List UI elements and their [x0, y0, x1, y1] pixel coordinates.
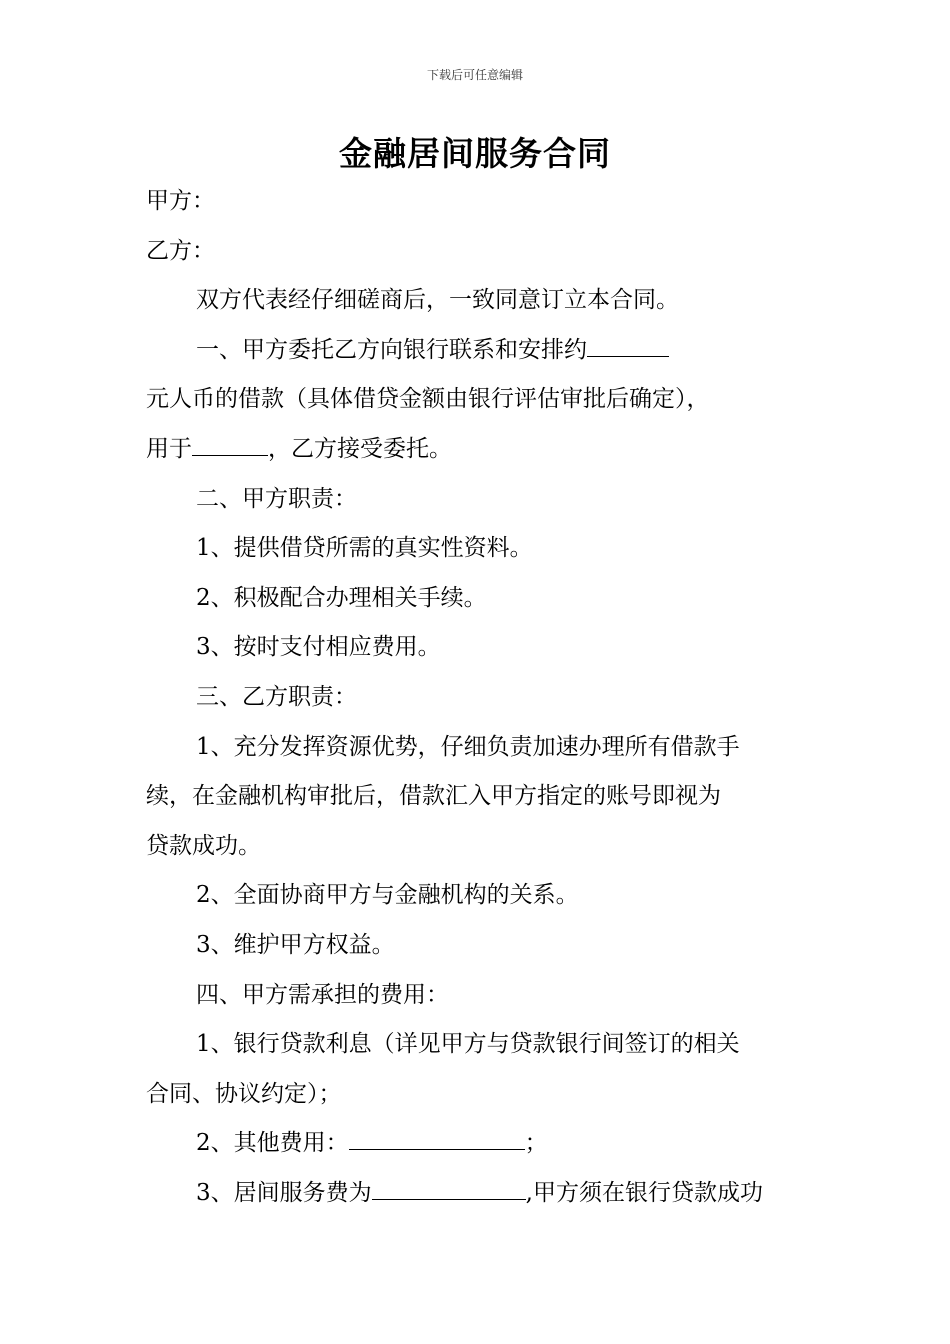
other-fees-label: 2、其他费用： — [196, 1130, 349, 1157]
section-2-item-3: 3、按时支付相应费用。 — [196, 634, 441, 661]
service-fee-suffix: ,甲方须在银行贷款成功 — [525, 1179, 763, 1206]
clause-1-line-1 — [146, 326, 810, 376]
clause-1-text: 一、甲方委托乙方向银行联系和安排约 — [196, 336, 587, 363]
other-fees-suffix: ； — [524, 1130, 548, 1157]
section-3-item-1-line-1: 1、充分发挥资源优势，仔细负责加速办理所有借款手 — [196, 733, 740, 760]
section-3-item-3: 3、维护甲方权益。 — [196, 931, 395, 958]
section-4-item-1-line-1: 1、银行贷款利息（详见甲方与贷款银行间签订的相关 — [196, 1031, 740, 1058]
document-title: 金融居间服务合同 — [339, 134, 611, 173]
section-3-heading: 三、乙方职责： — [196, 683, 357, 710]
service-fee-blank — [372, 1169, 526, 1200]
purpose-suffix: ，乙方接受委托。 — [268, 435, 452, 462]
section-4-item-3 — [146, 1169, 810, 1219]
section-2-heading: 二、甲方职责： — [196, 485, 357, 512]
page-header-note: 下载后可任意编辑 — [426, 68, 523, 82]
section-4-item-1-line-2: 合同、协议约定）； — [146, 1080, 342, 1107]
section-3-item-2: 2、全面协商甲方与金融机构的关系。 — [196, 882, 579, 909]
section-2-item-1: 1、提供借贷所需的真实性资料。 — [196, 535, 533, 562]
party-a-line: 甲方： — [146, 188, 215, 214]
section-4-heading: 四、甲方需承担的费用： — [196, 981, 449, 1008]
loan-amount-blank — [587, 326, 669, 357]
contract-body — [146, 177, 810, 1218]
service-fee-label: 3、居间服务费为 — [196, 1179, 372, 1206]
clause-1-line-2: 元人币的借款（具体借贷金额由银行评估审批后确定）， — [146, 386, 710, 413]
clause-1-line-3 — [146, 425, 810, 475]
purpose-prefix: 用于 — [146, 435, 192, 462]
section-2-item-2: 2、积极配合办理相关手续。 — [196, 584, 487, 611]
other-fees-blank — [349, 1119, 525, 1150]
intro-paragraph: 双方代表经仔细磋商后，一致同意订立本合同。 — [196, 287, 679, 314]
purpose-blank — [192, 425, 268, 456]
party-b-line: 乙方： — [146, 237, 215, 264]
section-4-item-2 — [146, 1119, 810, 1169]
section-3-item-1-line-3: 贷款成功。 — [146, 832, 261, 859]
section-3-item-1-line-2: 续，在金融机构审批后，借款汇入甲方指定的账号即视为 — [146, 783, 721, 810]
